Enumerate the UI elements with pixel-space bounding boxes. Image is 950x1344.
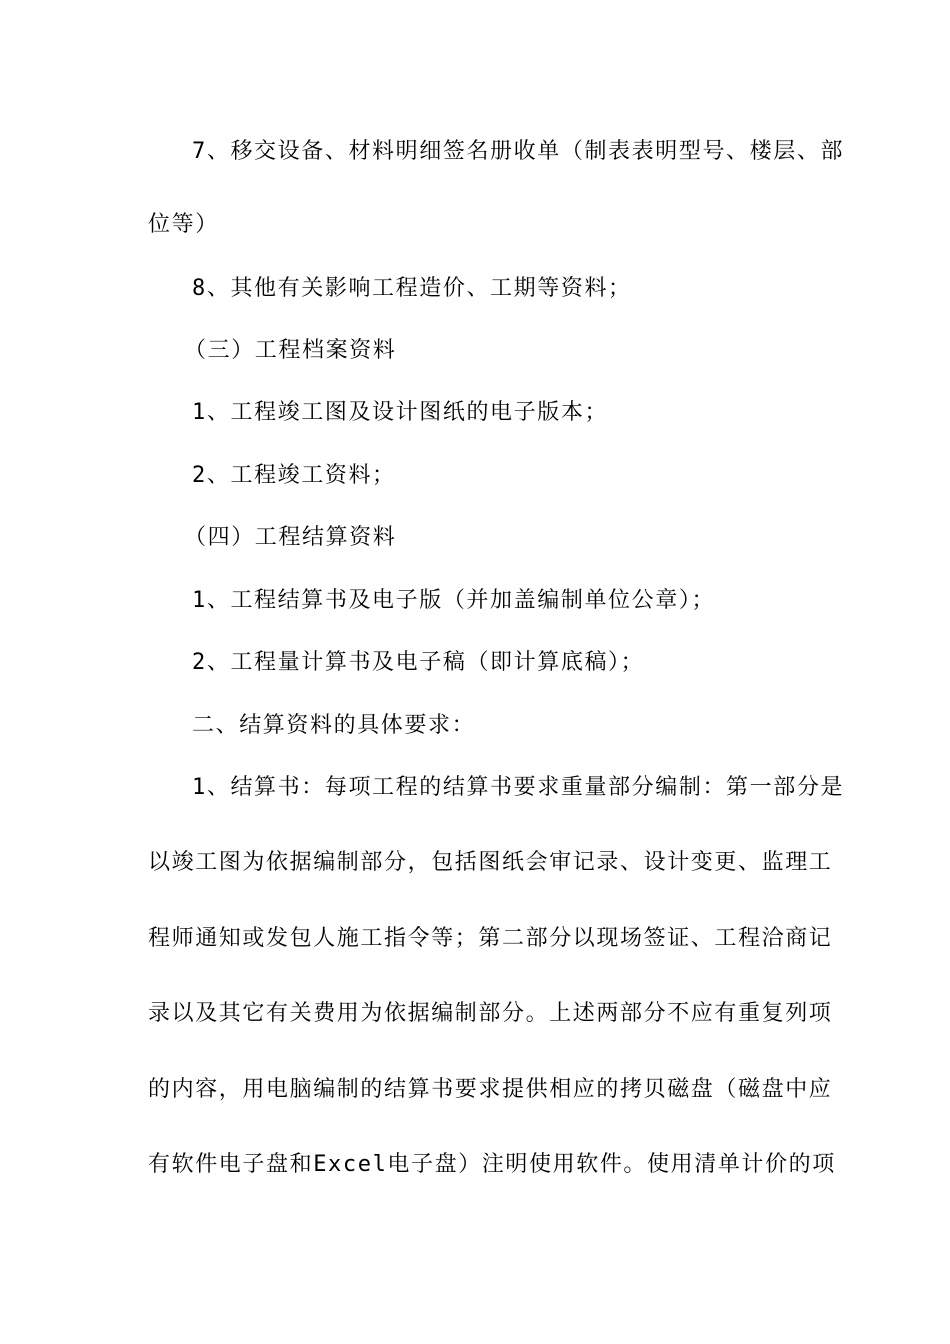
list-item: 1、工程竣工图及设计图纸的电子版本； — [192, 400, 609, 425]
section-heading: （三）工程档案资料 — [184, 338, 397, 363]
paragraph-line: 程师通知或发包人施工指令等；第二部分以现场签证、工程洽商记 — [148, 926, 833, 951]
paragraph-line: 1、结算书：每项工程的结算书要求重量部分编制：第一部分是 — [192, 775, 845, 800]
paragraph-line: 录以及其它有关费用为依据编制部分。上述两部分不应有重复列项 — [148, 1001, 833, 1026]
paragraph-line: 的内容，用电脑编制的结算书要求提供相应的拷贝磁盘（磁盘中应 — [148, 1077, 833, 1102]
paragraph-line: 7、移交设备、材料明细签名册收单（制表表明型号、楼层、部 — [192, 139, 845, 164]
paragraph-line: 8、其他有关影响工程造价、工期等资料； — [192, 276, 632, 301]
list-item: 1、工程结算书及电子版（并加盖编制单位公章）； — [192, 588, 716, 613]
paragraph-line: 以竣工图为依据编制部分，包括图纸会审记录、设计变更、监理工 — [148, 850, 833, 875]
section-heading: 二、结算资料的具体要求： — [192, 713, 476, 738]
section-heading: （四）工程结算资料 — [184, 525, 397, 550]
paragraph-line: 位等） — [148, 212, 219, 237]
list-item: 2、工程竣工资料； — [192, 463, 396, 488]
list-item: 2、工程量计算书及电子稿（即计算底稿）； — [192, 650, 645, 675]
paragraph-line: 有软件电子盘和Excel电子盘）注明使用软件。使用清单计价的项 — [148, 1152, 836, 1177]
